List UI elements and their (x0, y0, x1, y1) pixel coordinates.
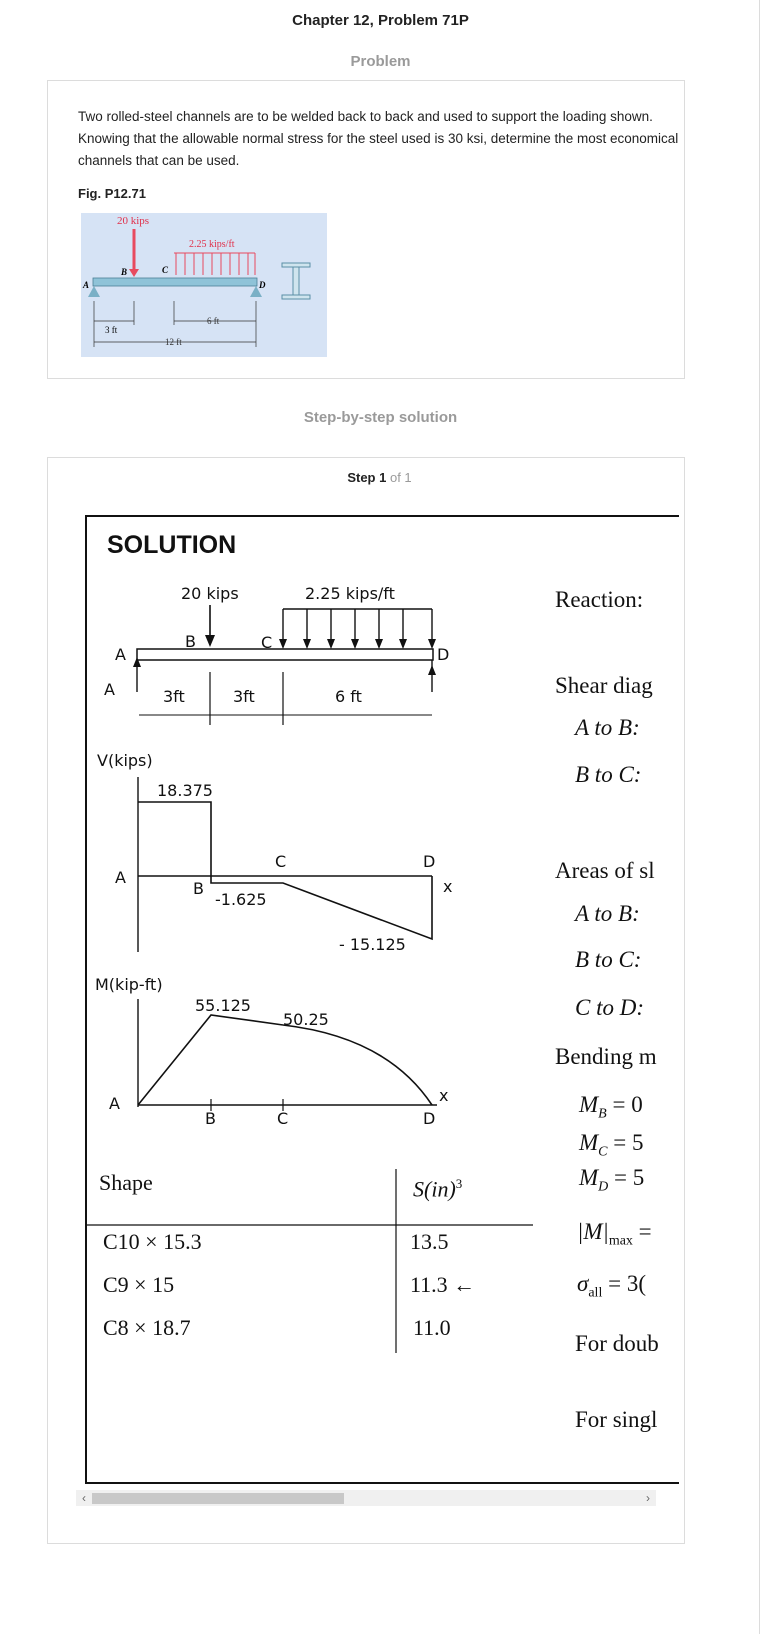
figure-label: Fig. P12.71 (78, 186, 146, 201)
sol-moment-a: A (109, 1094, 120, 1113)
fig-label-d: D (259, 280, 266, 290)
table-row-1-s: 13.5 (410, 1229, 449, 1254)
sol-areas-a-to-b: A to B: (575, 901, 640, 926)
sol-shear-b: B (193, 879, 204, 898)
sol-bending: Bending m (555, 1044, 657, 1069)
problem-text: Two rolled-steel channels are to be welded back to back and used to support the loading shown. Knowing that the allowable normal stress for the steel used is 30 ksi, determine the most economical channels that can be used. (78, 109, 679, 168)
sol-load-d: D (437, 645, 450, 664)
sol-shear-d: D (423, 852, 436, 871)
shear-diagram (97, 751, 452, 954)
sol-load-c: C (261, 633, 273, 652)
sol-mmax: $|M|_{max}$ = (577, 1219, 652, 1249)
table-row-1-shape: C10 × 15.3 (103, 1229, 202, 1254)
page-title: Chapter 12, Problem 71P (292, 12, 469, 29)
sol-moment-b: B (205, 1109, 216, 1128)
scroll-right-icon[interactable]: › (646, 1491, 650, 1505)
fig-point-load-label: 20 kips (117, 215, 150, 227)
sol-mc: $M_C = 5$ (579, 1130, 644, 1160)
sol-b-to-c: B to C: (575, 762, 642, 787)
sol-shear-a: A (115, 868, 126, 887)
moment-diagram (95, 975, 448, 1128)
fig-label-a: A (83, 280, 90, 290)
horizontal-scrollbar[interactable] (76, 1490, 656, 1506)
sol-point-load-label: 20 kips (181, 584, 239, 603)
sol-moment-m2: 50.25 (283, 1010, 329, 1029)
sol-dist-load-label: 2.25 kips/ft (305, 584, 395, 603)
sol-load-a: A (115, 645, 126, 664)
fig-label-c: C (162, 265, 169, 275)
fig-dist-load-label: 2.25 kips/ft (189, 239, 235, 250)
sol-a-to-b: A to B: (575, 715, 640, 740)
fig-support-a (88, 286, 100, 297)
fig-channel-section (282, 263, 310, 299)
sol-shear-v2: -1.625 (215, 890, 267, 909)
sol-for-single: For singl (575, 1407, 658, 1432)
fig-dist-load-arrows (176, 253, 255, 275)
sol-moment-axis-label: M(kip-ft) (95, 975, 163, 994)
step-of: of 1 (389, 470, 412, 485)
scrollbar-thumb[interactable] (92, 1493, 344, 1504)
sol-reaction: Reaction: (555, 587, 644, 612)
fig-point-load-head (129, 269, 139, 277)
problem-figure (81, 213, 327, 357)
problem-heading: Problem (350, 53, 411, 70)
sol-shear-v3: - 15.125 (339, 935, 406, 954)
sol-md: $M_D = 5$ (579, 1165, 645, 1195)
table-row-2-s: 11.3 ← (410, 1272, 476, 1297)
fig-label-b: B (121, 267, 128, 277)
sol-shear-x: x (443, 877, 453, 896)
beam-figure-svg (81, 213, 327, 357)
fig-dim-3ft: 3 ft (105, 325, 118, 335)
table-row-3-s: 11.0 (413, 1315, 451, 1340)
solution-title: SOLUTION (107, 531, 237, 559)
scroll-left-icon[interactable]: ‹ (82, 1491, 86, 1505)
solution-image (85, 515, 679, 1484)
table-header-s: S(in)$^3$ (413, 1176, 463, 1202)
sol-dim-3: 6 ft (335, 687, 362, 706)
sol-moment-c: C (277, 1109, 289, 1128)
sol-areas-c-to-d: C to D: (575, 995, 644, 1020)
sol-shear-diag: Shear diag (555, 673, 653, 698)
fig-dim-6ft: 6 ft (207, 316, 220, 326)
sol-shear-axis-label: V(kips) (97, 751, 153, 770)
sol-areas-b-to-c: B to C: (575, 947, 642, 972)
sol-dim-1: 3ft (163, 687, 185, 706)
sol-shear-c: C (275, 852, 287, 871)
sol-dim-2: 3ft (233, 687, 255, 706)
table-row-2-shape: C9 × 15 (103, 1272, 175, 1297)
sol-moment-m1: 55.125 (195, 996, 251, 1015)
step-label (48, 470, 711, 485)
sol-for-double: For doub (575, 1331, 659, 1356)
sol-mb: $M_B = 0$ (579, 1092, 643, 1122)
solution-heading: Step-by-step solution (303, 409, 458, 426)
solution-panel (47, 457, 685, 1544)
sol-sigma: $\sigma_{all} = 3$( (577, 1271, 646, 1301)
sol-areas: Areas of sl (555, 858, 655, 883)
sol-load-b: B (185, 632, 196, 651)
problem-panel (47, 80, 685, 379)
load-diagram (104, 584, 449, 725)
fig-dim-12ft: 12 ft (165, 337, 182, 347)
table-header-shape: Shape (99, 1170, 153, 1195)
step-number: Step 1 (347, 470, 387, 485)
fig-beam (93, 278, 257, 286)
sol-reaction-a-label: A (104, 680, 115, 699)
sol-shear-v1: 18.375 (157, 781, 213, 800)
sol-moment-d: D (423, 1109, 436, 1128)
table-row-3-shape: C8 × 18.7 (103, 1315, 191, 1340)
sol-moment-x: x (439, 1086, 449, 1105)
